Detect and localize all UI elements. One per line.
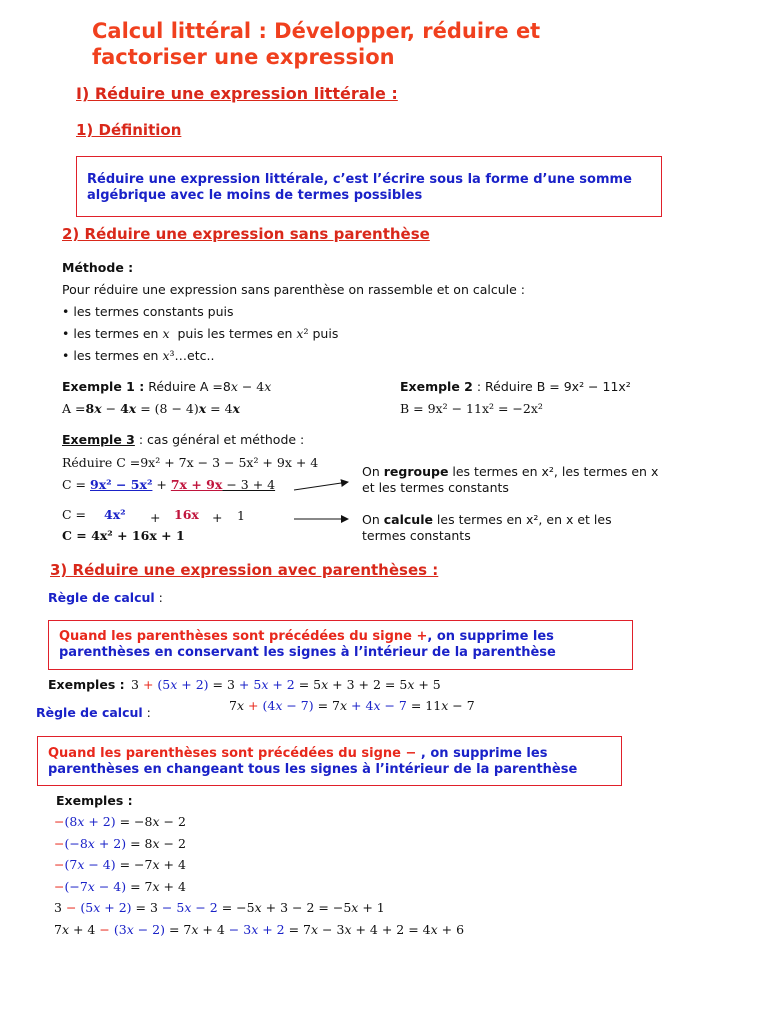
example-plus-2: 7x + (4x − 7) = 7x + 4x − 7 = 11x − 7 xyxy=(229,698,475,713)
bullet-x3-text-2: …etc.. xyxy=(174,348,215,363)
c1-crim-group: 7x + 9x xyxy=(170,477,223,492)
rule-2-red: Quand les parenthèses sont précédées du signe − xyxy=(48,746,417,761)
minus-example-2: −(−8x + 2) = 8x − 2 xyxy=(54,836,186,851)
var-x3: x³ xyxy=(162,348,175,363)
rule-1-label: Règle de calcul : xyxy=(48,590,163,605)
c1-blue-group: 9x² − 5x² xyxy=(90,477,153,492)
example-3-reduce: Réduire C =9x² + 7x − 3 − 5x² + 9x + 4 xyxy=(62,455,319,470)
bullet-x-text-1: • les termes en xyxy=(62,326,159,341)
rule-2-label: Règle de calcul : xyxy=(36,705,151,720)
bullet-constants: • les termes constants puis xyxy=(62,304,234,319)
example-plus-1: 3 + (5x + 2) = 3 + 5x + 2 = 5x + 3 + 2 = 5x + 5 xyxy=(131,677,441,692)
section-1-heading: I) Réduire une expression littérale : xyxy=(76,84,398,103)
minus-example-1: −(8x + 2) = −8x − 2 xyxy=(54,814,186,829)
example-2-label: Exemple 2 xyxy=(400,379,473,394)
note-regroupe-line-2: et les termes constants xyxy=(362,480,509,495)
example-2-result: B = 9x² − 11x² = −2x² xyxy=(400,401,543,416)
note-calcule-line-2: termes constants xyxy=(362,528,471,543)
bullet-x-text-2: puis les termes en xyxy=(177,326,293,341)
section-2-heading: 2) Réduire une expression sans parenthèse xyxy=(62,225,430,243)
note-calcule-bold: calcule xyxy=(383,512,433,527)
example-2 xyxy=(400,379,631,394)
c1-prefix: C = xyxy=(62,477,87,492)
example-1-text: Réduire A =8 xyxy=(148,379,231,394)
title-line-1: Calcul littéral : Développer, réduire et xyxy=(92,19,541,43)
example-3-label: Exemple 3 xyxy=(62,432,135,447)
c2-prefix: C = xyxy=(62,507,87,522)
examples-label: Exemples : xyxy=(48,677,125,692)
bullet-x-text-3: puis xyxy=(312,326,339,341)
examples-2-label: Exemples : xyxy=(56,793,133,808)
example-3 xyxy=(62,432,304,447)
note-regroupe: On regroupe les termes en x², les termes en x et les termes constants xyxy=(362,464,659,495)
c1-rest: − 3 + 4 xyxy=(222,477,276,492)
bullet-x3-terms xyxy=(62,348,214,363)
definition-heading: 1) Définition xyxy=(76,121,182,139)
rule-1-label-text: Règle de calcul xyxy=(48,590,155,605)
c2-term-a: 4x² xyxy=(104,507,126,522)
minus-example-5: 3 − (5x + 2) = 3 − 5x − 2 = −5x + 3 − 2 = −5x + 1 xyxy=(54,900,385,915)
page-title xyxy=(92,18,540,70)
note-regroupe-bold: regroupe xyxy=(383,464,449,479)
minus-example-4: −(−7x − 4) = 7x + 4 xyxy=(54,879,186,894)
rule-1-box xyxy=(48,620,633,670)
c2-plus-2: + xyxy=(212,510,223,525)
var-x2: x² xyxy=(296,326,309,341)
example-3-final: C = 4x² + 16x + 1 xyxy=(62,528,185,543)
c2-term-c: 1 xyxy=(237,508,245,523)
rule-2-blue: , on supprime les xyxy=(416,746,548,761)
title-line-2: factoriser une expression xyxy=(92,45,395,69)
c1-plus: + xyxy=(152,477,171,492)
rule-2-line-2: parenthèses en changeant tous les signes à l’intérieur de la parenthèse xyxy=(48,762,578,777)
var-x: x xyxy=(162,326,170,341)
definition-line-1: Réduire une expression littérale, c’est l’écrire sous la forme d’une somme xyxy=(87,172,632,187)
example-1: Exemple 1 : Réduire A =8x − 4x xyxy=(62,379,272,394)
bullet-x-terms xyxy=(62,326,338,341)
arrows xyxy=(290,476,360,532)
rule-1-line-2: parenthèses en conservant les signes à l’intérieur de la parenthèse xyxy=(59,645,556,660)
section-3-heading: 3) Réduire une expression avec parenthèses : xyxy=(50,561,439,579)
note-calcule: On calcule les termes en x², en x et les termes constants xyxy=(362,512,612,543)
example-1-label: Exemple 1 : xyxy=(62,379,145,394)
method-label: Méthode : xyxy=(62,260,134,275)
method-intro: Pour réduire une expression sans parenthèse on rassemble et on calcule : xyxy=(62,282,526,297)
minus-example-6: 7x + 4 − (3x − 2) = 7x + 4 − 3x + 2 = 7x − 3x + 4 + 2 = 4x + 6 xyxy=(54,922,465,937)
rule-1-blue: , on supprime les xyxy=(427,629,554,644)
example-3-text: : cas général et méthode : xyxy=(138,432,305,447)
arrow-regroupe xyxy=(294,482,348,490)
minus-example-3: −(7x − 4) = −7x + 4 xyxy=(54,857,186,872)
example-3-computed xyxy=(62,507,86,522)
bullet-x3-text-1: • les termes en xyxy=(62,348,159,363)
example-3-grouped xyxy=(62,477,275,492)
definition-box xyxy=(76,156,662,217)
c2-plus-1: + xyxy=(150,510,161,525)
rule-2-box xyxy=(37,736,622,786)
c2-term-b: 16x xyxy=(174,507,199,522)
definition-line-2: algébrique avec le moins de termes possibles xyxy=(87,188,423,203)
example-2-text: : Réduire B = 9x² − 11x² xyxy=(476,379,631,394)
example-1-result: A =8x − 4x = (8 − 4)x = 4x xyxy=(62,401,240,416)
rule-2-label-text: Règle de calcul xyxy=(36,705,143,720)
rule-1-red: Quand les parenthèses sont précédées du signe + xyxy=(59,629,428,644)
